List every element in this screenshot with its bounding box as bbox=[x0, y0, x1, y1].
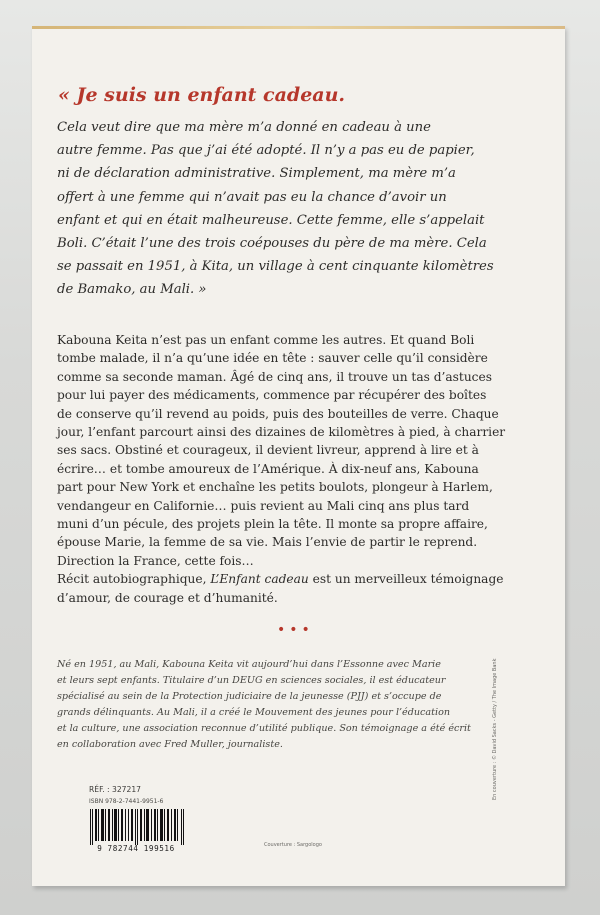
quote-line: autre femme. Pas que j’ai été adopté. Il n’y a pas eu de papier, bbox=[57, 143, 475, 159]
barcode-digits: 9 782744 199516 bbox=[97, 844, 175, 853]
final-line-suffix: est un merveilleux témoignage bbox=[308, 572, 504, 587]
photo-credit: En couverture : © David Sacks - Getty / The Image Bank bbox=[492, 658, 498, 800]
isbn-number: ISBN 978-2-7441-9951-6 bbox=[89, 798, 164, 805]
quote-body bbox=[57, 116, 535, 302]
quote-line: Cela veut dire que ma mère m’a donné en cadeau à une bbox=[57, 120, 431, 135]
cover-credit: Couverture : Sargologo bbox=[264, 842, 322, 848]
quote-line: enfant et qui en était malheureuse. Cette femme, elle s’appelait bbox=[57, 212, 485, 228]
summary-line: de conserve qu’il revend au poids, puis des bouteilles de verre. Chaque bbox=[57, 406, 499, 421]
section-separator: ••• bbox=[277, 622, 314, 638]
summary-final-line bbox=[57, 570, 541, 588]
summary-line: ses sacs. Obstiné et courageux, il devient livreur, apprend à lire et à bbox=[57, 443, 479, 458]
bio-line: et leurs sept enfants. Titulaire d’un DEUG en sciences sociales, il est éducateur bbox=[57, 675, 446, 686]
bio-line: Né en 1951, au Mali, Kabouna Keita vit aujourd’hui dans l’Essonne avec Marie bbox=[57, 659, 441, 670]
quote-line: de Bamako, au Mali. » bbox=[57, 282, 207, 298]
bio-line: et la culture, une association reconnue d’utilité publique. Son témoignage a été écrit bbox=[57, 723, 471, 734]
quote-title: « Je suis un enfant cadeau. bbox=[58, 84, 346, 106]
quote-line: offert à une femme qui n’avait pas eu la chance d’avoir un bbox=[57, 189, 447, 205]
summary-line: vendangeur en Californie… puis revient au Mali cinq ans plus tard bbox=[57, 498, 470, 513]
summary-line: part pour New York et enchaîne les petits boulots, plongeur à Harlem, bbox=[57, 480, 493, 495]
final-line-prefix: Récit autobiographique, bbox=[57, 572, 211, 587]
reference-number: RÉF. : 327217 bbox=[89, 785, 142, 794]
summary-line: muni d’un pécule, des projets plein la tête. Il monte sa propre affaire, bbox=[57, 517, 488, 532]
barcode-icon bbox=[89, 809, 185, 845]
bio-line: spécialisé au sein de la Protection judiciaire de la jeunesse (PJJ) et s’occupe de bbox=[57, 691, 442, 702]
author-bio bbox=[57, 657, 539, 753]
quote-line: ni de déclaration administrative. Simplement, ma mère m’a bbox=[57, 166, 456, 182]
book-title-inline: L’Enfant cadeau bbox=[210, 572, 309, 587]
summary-line: tombe malade, il n’a qu’une idée en tête : sauver celle qu’il considère bbox=[57, 351, 488, 366]
bio-line: grands délinquants. Au Mali, il a créé le Mouvement des jeunes pour l’éducation bbox=[57, 707, 451, 718]
summary-line: pour lui payer des médicaments, commence par récupérer des boîtes bbox=[57, 388, 487, 403]
bio-line: en collaboration avec Fred Muller, journaliste. bbox=[57, 739, 283, 750]
summary-line: écrire… et tombe amoureux de l’Amérique. À dix-neuf ans, Kabouna bbox=[57, 461, 479, 476]
summary-line: Direction la France, cette fois… bbox=[57, 553, 254, 568]
summary-line: Kabouna Keita n’est pas un enfant comme les autres. Et quand Boli bbox=[57, 333, 475, 347]
quote-line: se passait en 1951, à Kita, un village à cent cinquante kilomètres bbox=[57, 259, 494, 275]
summary-line: d’amour, de courage et d’humanité. bbox=[57, 590, 278, 605]
quote-line: Boli. C’était l’une des trois coépouses du père de ma mère. Cela bbox=[57, 236, 487, 252]
summary-line: épouse Marie, la femme de sa vie. Mais l’envie de partir le reprend. bbox=[57, 535, 478, 550]
summary-text bbox=[57, 331, 541, 607]
cover-top-edge bbox=[32, 26, 565, 29]
summary-line: comme sa seconde maman. Âgé de cinq ans, il trouve un tas d’astuces bbox=[57, 369, 492, 384]
summary-line: jour, l’enfant parcourt ainsi des dizaines de kilomètres à pied, à charrier bbox=[57, 425, 506, 440]
